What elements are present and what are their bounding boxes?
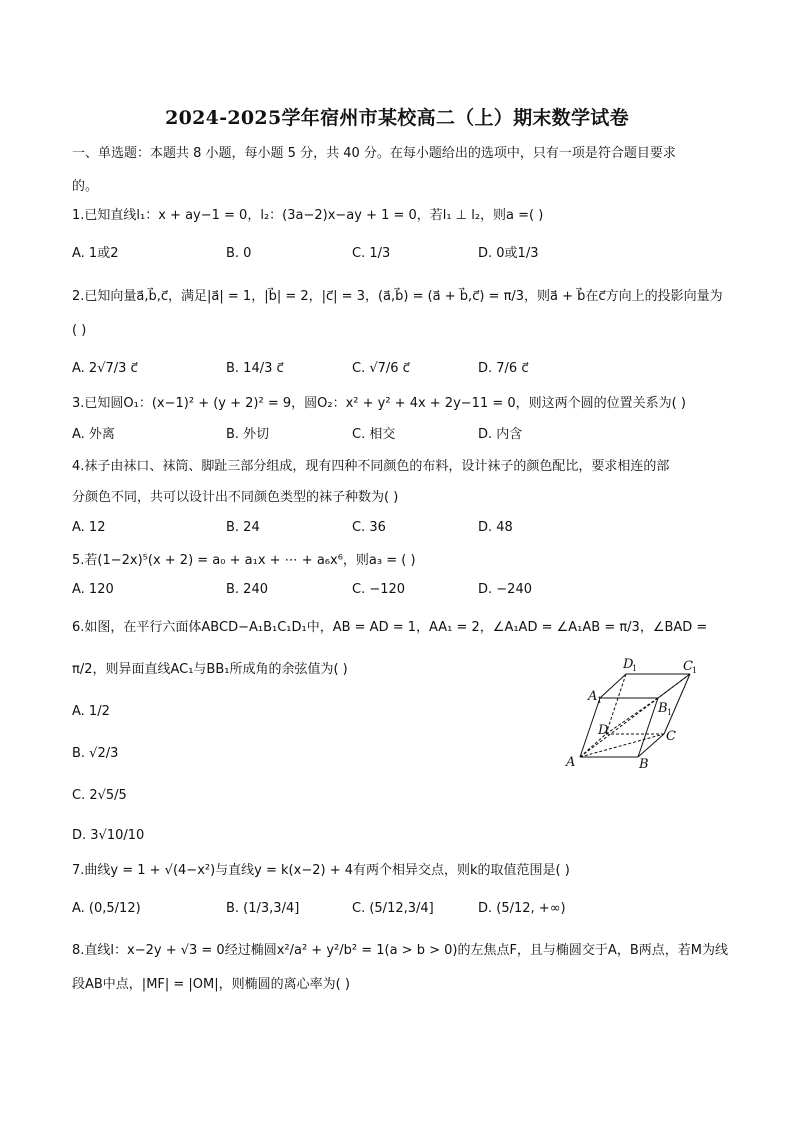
label-c1: C: [683, 659, 693, 674]
q6-option-a: A. 1/2: [72, 704, 110, 719]
question-4-stem-cont: 分颜色不同，共可以设计出不同颜色类型的袜子种数为( ): [72, 490, 399, 505]
q6-option-d: D. 3√10/10: [72, 828, 145, 843]
label-a1: A: [588, 689, 598, 704]
q4-option-a: A. 12: [72, 520, 106, 535]
label-d1-sub: 1: [632, 664, 638, 673]
q6-option-c: C. 2√5/5: [72, 788, 127, 803]
diagonal-db1: [606, 698, 658, 734]
q2-option-c: C. √7/6 c⃗: [352, 361, 410, 376]
q5-option-a: A. 120: [72, 582, 114, 597]
q1-option-c: C. 1/3: [352, 246, 391, 261]
page-title: 2024-2025学年宿州市某校高二（上）期末数学试卷: [165, 107, 629, 129]
parallelepiped-diagram: [560, 652, 720, 777]
question-8-stem: 8.直线l：x−2y + √3 = 0经过椭圆x²/a² + y²/b² = 1(a > b > 0)的左焦点F，且与椭圆交于A，B两点，若M为线: [72, 943, 728, 958]
question-8-stem-cont: 段AB中点，|MF| = |OM|，则椭圆的离心率为( ): [72, 977, 350, 992]
label-b: B: [639, 757, 649, 772]
label-a1-sub: 1: [597, 696, 603, 705]
q1-option-b: B. 0: [226, 246, 252, 261]
parallelepiped-figure: [560, 652, 720, 777]
edge-cc1: [664, 674, 690, 734]
question-6-stem-cont: π/2，则异面直线AC₁与BB₁所成角的余弦值为( ): [72, 662, 348, 677]
question-7-stem: 7.曲线y = 1 + √(4−x²)与直线y = k(x−2) + 4有两个相异交点，则k的取值范围是( ): [72, 863, 570, 878]
q5-option-d: D. −240: [478, 582, 532, 597]
q3-option-d: D. 内含: [478, 427, 523, 442]
q2-option-b: B. 14/3 c⃗: [226, 361, 284, 376]
q4-option-b: B. 24: [226, 520, 260, 535]
q5-option-b: B. 240: [226, 582, 268, 597]
section-header: 一、单选题：本题共 8 小题，每小题 5 分，共 40 分。在每小题给出的选项中，只有一项是符合题目要求: [72, 146, 676, 161]
q3-option-b: B. 外切: [226, 427, 270, 442]
q1-option-a: A. 1或2: [72, 246, 119, 261]
q5-option-c: C. −120: [352, 582, 406, 597]
q7-option-a: A. (0,5/12): [72, 901, 141, 916]
q3-option-a: A. 外离: [72, 427, 115, 442]
q7-option-b: B. (1/3,3/4]: [226, 901, 300, 916]
question-3-stem: 3.已知圆O₁：(x−1)² + (y + 2)² = 9，圆O₂：x² + y² + 4x + 2y−11 = 0，则这两个圆的位置关系为( ): [72, 396, 686, 411]
q3-option-c: C. 相交: [352, 427, 396, 442]
q2-option-a: A. 2√7/3 c⃗: [72, 361, 138, 376]
q7-option-d: D. (5/12, +∞): [478, 901, 566, 916]
label-c1-sub: 1: [692, 666, 698, 675]
question-6-stem: 6.如图，在平行六面体ABCD−A₁B₁C₁D₁中，AB = AD = 1，AA₁ = 2，∠A₁AD = ∠A₁AB = π/3，∠BAD =: [72, 620, 708, 635]
label-c: C: [666, 729, 676, 744]
q4-option-c: C. 36: [352, 520, 386, 535]
label-a: A: [566, 755, 576, 770]
q1-option-d: D. 0或1/3: [478, 246, 539, 261]
q6-option-b: B. √2/3: [72, 746, 119, 761]
label-d1: D: [623, 657, 634, 672]
section-header-cont: 的。: [72, 179, 99, 194]
label-b1-sub: 1: [667, 708, 673, 717]
question-2-stem: 2.已知向量a⃗,b⃗,c⃗，满足|a⃗| = 1，|b⃗| = 2，|c⃗| = 3，(a⃗,b⃗) = (a⃗ + b⃗,c⃗) = π/3，则a⃗ + b⃗在c⃗方向上的投影向量为: [72, 289, 723, 304]
q2-option-d: D. 7/6 c⃗: [478, 361, 529, 376]
label-b1: B: [658, 701, 668, 716]
diagonal-ac1: [580, 674, 690, 757]
q7-option-c: C. (5/12,3/4]: [352, 901, 434, 916]
question-4-stem: 4.袜子由袜口、袜筒、脚趾三部分组成，现有四种不同颜色的布料，设计袜子的颜色配比，要求相连的部: [72, 459, 670, 474]
label-d: D: [598, 723, 609, 738]
q4-option-d: D. 48: [478, 520, 513, 535]
question-5-stem: 5.若(1−2x)⁵(x + 2) = a₀ + a₁x + ⋯ + a₆x⁶，则a₃ = ( ): [72, 553, 416, 568]
edge-aa1: [580, 696, 603, 757]
question-1-stem: 1.已知直线l₁：x + ay−1 = 0，l₂：(3a−2)x−ay + 1 = 0，若l₁ ⊥ l₂，则a =( ): [72, 208, 544, 223]
question-2-stem-cont: ( ): [72, 323, 87, 338]
